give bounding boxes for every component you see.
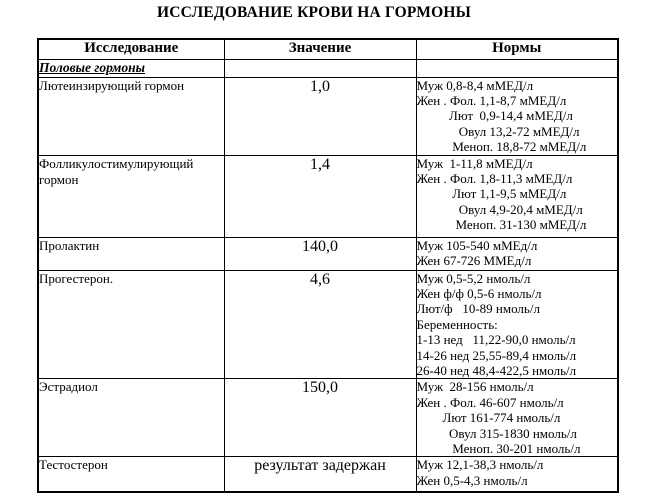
norm-line: Муж 0,5-5,2 нмоль/л [416,270,531,286]
table-row [38,379,618,457]
test-name-cell: Лютеинзирующий гормон [38,77,224,155]
test-name-cell: Прогестерон. [38,270,224,379]
document-title: ИССЛЕДОВАНИЕ КРОВИ НА ГОРМОНЫ [156,4,472,21]
norm-line: Муж 105-540 мМЕд/л [416,237,538,253]
section-label-cell [38,59,224,77]
norm-line: Жен ф/ф 0,5-6 нмоль/л [416,285,542,301]
norms-cell [416,237,618,270]
norm-line: 1-13 нед 11,22-90,0 нмоль/л [416,332,576,348]
norm-line: Жен . Фол. 1,8-11,3 мМЕД/л [416,170,573,186]
value-cell: 150,0 [224,379,416,457]
norm-line: Лют 1,1-9,5 мМЕД/л [416,186,567,202]
norm-line: Муж 12,1-38,3 нмоль/л [416,457,544,473]
norm-line: Овул 4,9-20,4 мМЕД/л [416,201,583,217]
norm-line: Муж 1-11,8 мМЕД/л [416,155,533,171]
norm-line: Муж 28-156 нмоль/л [416,379,534,395]
norm-line: Лют 0,9-14,4 мМЕД/л [416,108,573,124]
norm-line: Меноп. 31-130 мМЕД/л [416,217,587,233]
norm-line: Меноп. 18,8-72 мМЕД/л [416,139,587,155]
column-header-value: Значение [224,39,416,59]
section-row [38,59,618,77]
norms-cell [416,379,618,457]
norm-line: 26-40 нед 48,4-422,5 нмоль/л [416,362,577,378]
test-name-cell: Фолликулостимулирующий гормон [38,155,224,237]
norms-cell [416,270,618,379]
norm-line: Муж 0,8-8,4 мМЕД/л [416,77,534,93]
column-header-norms: Нормы [416,39,618,59]
norm-line: 14-26 нед 25,55-89,4 нмоль/л [416,347,577,363]
value-cell: 4,6 [224,270,416,379]
norm-line: Меноп. 30-201 нмоль/л [416,441,581,456]
table-row [38,77,618,155]
table-row [38,155,618,237]
value-cell: результат задержан [224,457,416,492]
value-cell: 1,4 [224,155,416,237]
norms-cell [416,155,618,237]
table-row [38,270,618,379]
norm-line: Лют/ф 10-89 нмоль/л [416,301,540,317]
hormone-results-table [37,38,619,493]
value-cell: 140,0 [224,237,416,270]
norms-cell [416,77,618,155]
table-row [38,237,618,270]
norm-line: Овул 315-1830 нмоль/л [416,425,577,441]
table-row [38,457,618,492]
header-row [38,39,618,59]
section-label: Половые гормоны [39,59,146,75]
norm-line: Жен 0,5-4,3 нмоль/л [416,472,528,488]
norm-line: Лют 161-774 нмоль/л [416,410,561,426]
test-name-cell: Эстрадиол [38,379,224,457]
test-name-cell: Тестостерон [38,457,224,492]
empty-cell [416,59,618,77]
norm-line: Жен 67-726 ММЕд/л [416,252,532,268]
test-name-cell: Пролактин [38,237,224,270]
empty-cell [224,59,416,77]
norm-line: Беременность: [416,316,498,332]
norms-cell [416,457,618,492]
norm-line: Жен . Фол. 46-607 нмоль/л [416,394,564,410]
norm-line: Овул 13,2-72 мМЕД/л [416,123,580,139]
column-header-test: Исследование [38,39,224,59]
value-cell: 1,0 [224,77,416,155]
norm-line: Жен . Фол. 1,1-8,7 мМЕД/л [416,92,567,108]
